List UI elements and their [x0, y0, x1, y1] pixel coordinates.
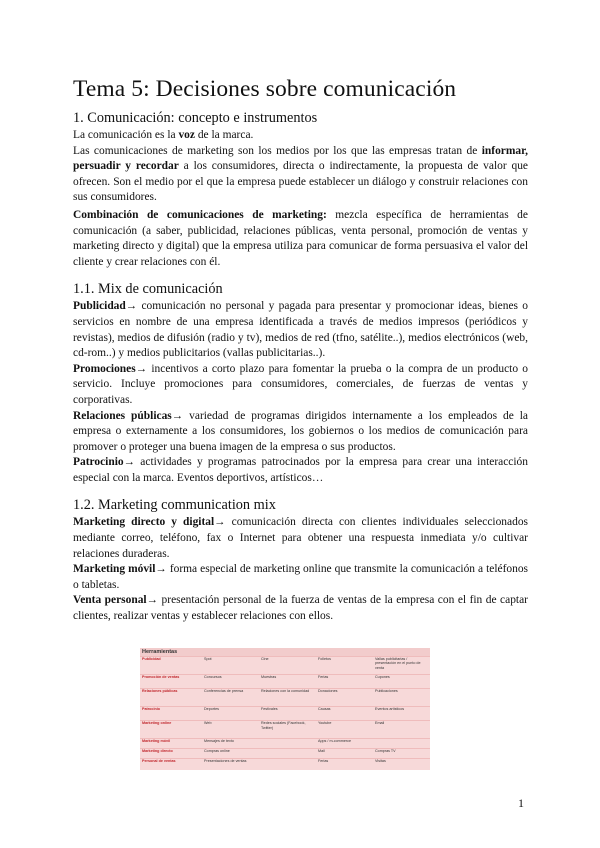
- table-row: Marketing móvil Mensajes de texto Apps / m-commerce: [140, 739, 430, 749]
- paragraph-definition: Las comunicaciones de marketing son los medios por los que las empresas tratan de informar, persuadir y recordar a los consumidores, directa o indirectamente, la propuesta de valor que ofrecen. Son el medio por el que la empresa puede establecer un diálogo y construir relaciones con sus consumidores.: [73, 144, 528, 204]
- page-number: 1: [518, 796, 524, 810]
- table-row: Marketing directo Compras online Mail Compras TV: [140, 749, 430, 759]
- definition-item: Relaciones públicas→ variedad de programas dirigidos internamente a los empleados de la empresa o externamente a los consumidores, los gobiernos o los medios de comunicación para promover o proteger una buena imagen de la empresa o sus productos.: [73, 409, 528, 453]
- table-row: Publicidad Spot Cine Folletos Vallas publicitarias / presentación en el punto de venta: [140, 657, 430, 675]
- table-header-row: [140, 648, 430, 657]
- section-heading-1-1: 1.1. Mix de comunicación: [73, 281, 223, 298]
- definition-item: Marketing móvil→ forma especial de marketing online que transmite la comunicación a teléfonos o tabletas.: [73, 563, 528, 591]
- paragraph-combination: Combinación de comunicaciones de marketing: mezcla específica de herramientas de comunicación (a saber, publicidad, relaciones públicas, venta personal, promoción de ventas y marketing directo y digital) que la empresa utiliza para comunicar de forma persuasiva el valor del cliente y crear relaciones con él.: [73, 208, 528, 268]
- table-row: Patrocinio Deportes Festivales Causas Eventos artísticos: [140, 707, 430, 721]
- tools-table-image: [140, 648, 430, 770]
- definition-item: Patrocinio→ actividades y programas patrocinados por la empresa para crear una interacción especial con la marca. Eventos deportivos, artísticos…: [73, 456, 528, 484]
- table-row: Personal de ventas Presentaciones de ventas Ferias Visitas: [140, 759, 430, 770]
- page-title: Tema 5: Decisiones sobre comunicación: [73, 76, 457, 102]
- section-heading-1-2: 1.2. Marketing communication mix: [73, 497, 276, 514]
- definition-item: Venta personal→ presentación personal de la fuerza de ventas de la empresa con el fin de captar clientes, realizar ventas y establecer relaciones con ellos.: [73, 594, 528, 623]
- table-row: Marketing online Web Redes sociales (Facebook, Twitter) Youtube Email: [140, 721, 430, 739]
- table-header: Herramientas: [140, 648, 202, 657]
- section-heading-1: 1. Comunicación: concepto e instrumentos: [73, 110, 318, 126]
- definition-item: Marketing directo y digital→ comunicación directa con clientes individuales seleccionados mediante correo, teléfono, fax o Internet para obtener una respuesta inmediata y/o cultivar relaciones duraderas.: [73, 516, 528, 560]
- definition-item: Promociones→ incentivos a corto plazo para fomentar la prueba o la compra de un producto o servicio. Incluye promociones para consumidores, comerciales, de fuerzas de ventas y corporativas.: [73, 362, 528, 406]
- paragraph-intro: La comunicación es la voz de la marca.: [73, 129, 254, 141]
- table-row: Relaciones públicas Conferencias de prensa Relaciones con la comunidad Donaciones Publicaciones: [140, 689, 430, 707]
- document-page: [73, 74, 528, 625]
- table-row: Promoción de ventas Concursos Muestras Ferias Cupones: [140, 675, 430, 689]
- definition-item: Publicidad→ comunicación no personal y pagada para presentar y promocionar ideas, bienes o servicios en nombre de una empresa identificada a través de medios impresos (periódicos y revistas), medios de difusión (radio y tv), medios de red (tfno, satélite..), medios electrónicos (web, cd-rom..) y medios publicitarios (vallas publicitarias..).: [73, 300, 528, 360]
